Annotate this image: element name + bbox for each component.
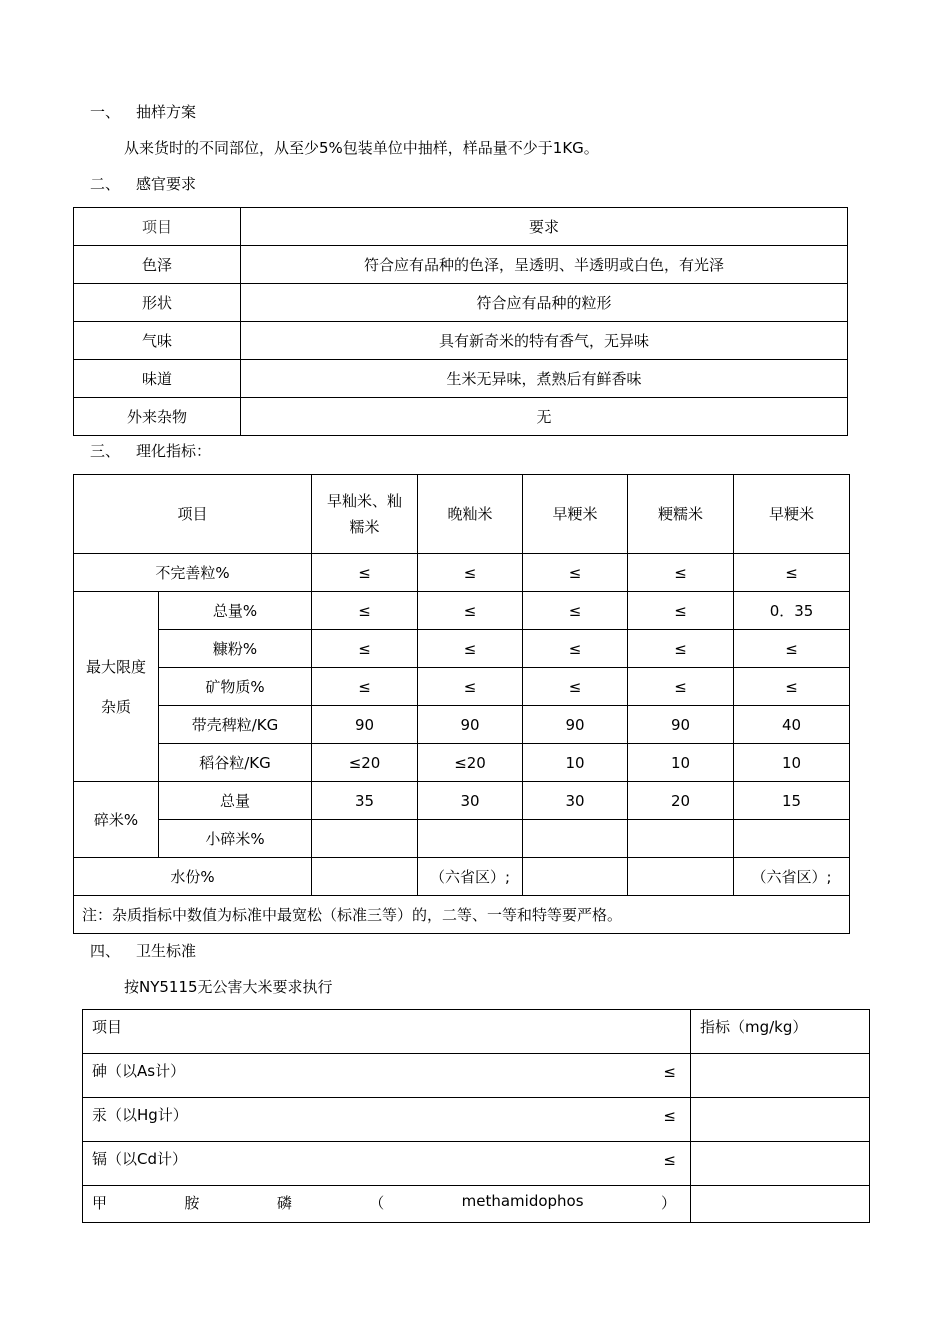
- spread-text: [92, 1192, 690, 1213]
- table-row: [74, 322, 848, 360]
- table-row: [74, 896, 850, 934]
- value-cell: ≤: [523, 630, 628, 668]
- item-label: 镉（以Cd计）: [92, 1150, 187, 1168]
- text-part: （: [369, 1194, 385, 1212]
- section-4-heading: [90, 939, 196, 963]
- row-label: 水份%: [74, 858, 312, 896]
- text-part: 甲: [92, 1194, 108, 1212]
- value-cell: [523, 820, 628, 858]
- text-part: 磷: [276, 1194, 292, 1212]
- section-3-heading: [90, 439, 211, 463]
- item-cell: [83, 1098, 691, 1142]
- table-row: [74, 592, 850, 630]
- header-cell: 项目: [74, 475, 312, 554]
- item-cell: [83, 1054, 691, 1098]
- header-cell: 要求: [241, 208, 848, 246]
- group-line: 最大限度: [85, 657, 146, 676]
- value-cell: 10: [628, 744, 734, 782]
- value-cell: ≤: [418, 554, 523, 592]
- value-cell: 30: [418, 782, 523, 820]
- table-header-row: [83, 1010, 870, 1054]
- table-row: [83, 1186, 870, 1223]
- item-label: 汞（以Hg计）: [92, 1106, 188, 1124]
- value-cell: ≤: [628, 668, 734, 706]
- item-cell: 色泽: [74, 246, 241, 284]
- item-cell: [83, 1142, 691, 1186]
- table-row: [74, 706, 850, 744]
- group-label: 碎米%: [74, 782, 159, 858]
- item-label: 砷（以As计）: [92, 1062, 186, 1080]
- text-part: 胺: [184, 1194, 200, 1212]
- value-cell: [418, 820, 523, 858]
- value-cell: 30: [523, 782, 628, 820]
- physicochemical-table: [73, 474, 850, 934]
- value-cell: ≤: [312, 592, 418, 630]
- hygiene-table: [82, 1009, 870, 1223]
- value-cell: ≤: [312, 554, 418, 592]
- value-cell: ≤: [523, 592, 628, 630]
- table-note: 注：杂质指标中数值为标准中最宽松（标准三等）的，二等、一等和特等要严格。: [74, 896, 850, 934]
- table-row: [74, 246, 848, 284]
- item-cell: [83, 1186, 691, 1223]
- le-symbol: ≤: [663, 1063, 676, 1081]
- value-cell: [691, 1142, 870, 1186]
- table-row: [74, 744, 850, 782]
- table-row: [74, 554, 850, 592]
- header-line: 早籼米、籼: [327, 492, 403, 510]
- row-label: 小碎米%: [159, 820, 312, 858]
- le-symbol: ≤: [663, 1151, 676, 1169]
- value-cell: 90: [523, 706, 628, 744]
- value-cell: ≤: [418, 630, 523, 668]
- table-row: [74, 360, 848, 398]
- value-cell: 10: [523, 744, 628, 782]
- value-cell: ≤: [523, 554, 628, 592]
- value-cell: ≤: [734, 554, 850, 592]
- value-cell: （六省区）;: [418, 858, 523, 896]
- value-cell: ≤: [734, 668, 850, 706]
- header-cell: 指标（mg/kg）: [691, 1010, 870, 1054]
- table-header-row: [74, 475, 850, 554]
- table-header-row: [74, 208, 848, 246]
- value-cell: 90: [312, 706, 418, 744]
- header-cell: 晚籼米: [418, 475, 523, 554]
- section-title: 抽样方案: [136, 103, 197, 121]
- value-cell: ≤: [523, 668, 628, 706]
- value-cell: 0．35: [734, 592, 850, 630]
- requirement-cell: 具有新奇米的特有香气，无异味: [241, 322, 848, 360]
- text-part: methamidophos: [461, 1192, 584, 1210]
- header-cell: [312, 475, 418, 554]
- value-cell: 20: [628, 782, 734, 820]
- row-label: 总量%: [159, 592, 312, 630]
- table-row: [74, 782, 850, 820]
- row-label: 糠粉%: [159, 630, 312, 668]
- value-cell: 90: [418, 706, 523, 744]
- group-line: 杂质: [100, 697, 131, 716]
- table-row: [74, 668, 850, 706]
- header-cell: 早粳米: [523, 475, 628, 554]
- table-row: [83, 1098, 870, 1142]
- section-title: 感官要求: [136, 175, 197, 193]
- group-label: [74, 592, 159, 782]
- table-row: [74, 858, 850, 896]
- table-row: [83, 1142, 870, 1186]
- requirement-cell: 符合应有品种的粒形: [241, 284, 848, 322]
- value-cell: （六省区）;: [734, 858, 850, 896]
- header-cell: 项目: [74, 208, 241, 246]
- value-cell: ≤: [734, 630, 850, 668]
- requirement-cell: 符合应有品种的色泽，呈透明、半透明或白色，有光泽: [241, 246, 848, 284]
- section-title: 理化指标：: [136, 442, 212, 460]
- value-cell: [691, 1186, 870, 1223]
- value-cell: [523, 858, 628, 896]
- text-part: ）: [660, 1194, 676, 1212]
- header-line: 糯米: [349, 518, 380, 536]
- section-1-heading: [90, 100, 196, 124]
- value-cell: [734, 820, 850, 858]
- item-cell: 形状: [74, 284, 241, 322]
- le-symbol: ≤: [663, 1107, 676, 1125]
- value-cell: 90: [628, 706, 734, 744]
- sensory-table: [73, 207, 848, 436]
- table-row: [83, 1054, 870, 1098]
- value-cell: [691, 1098, 870, 1142]
- sampling-text: 从来货时的不同部位，从至少5%包装单位中抽样，样品量不少于1KG。: [124, 139, 599, 157]
- row-label: 矿物质%: [159, 668, 312, 706]
- row-label: 不完善粒%: [74, 554, 312, 592]
- requirement-cell: 生米无异味，煮熟后有鲜香味: [241, 360, 848, 398]
- item-cell: 味道: [74, 360, 241, 398]
- value-cell: 35: [312, 782, 418, 820]
- section-number: 二、: [90, 175, 121, 193]
- value-cell: [628, 858, 734, 896]
- item-cell: 外来杂物: [74, 398, 241, 436]
- value-cell: ≤20: [312, 744, 418, 782]
- value-cell: ≤: [628, 630, 734, 668]
- item-cell: 气味: [74, 322, 241, 360]
- header-cell: 粳糯米: [628, 475, 734, 554]
- value-cell: 10: [734, 744, 850, 782]
- value-cell: ≤: [312, 668, 418, 706]
- row-label: 总量: [159, 782, 312, 820]
- requirement-cell: 无: [241, 398, 848, 436]
- value-cell: 15: [734, 782, 850, 820]
- value-cell: ≤20: [418, 744, 523, 782]
- row-label: 带壳稗粒/KG: [159, 706, 312, 744]
- value-cell: 40: [734, 706, 850, 744]
- table-row: [74, 398, 848, 436]
- section-title: 卫生标准: [136, 942, 197, 960]
- value-cell: [691, 1054, 870, 1098]
- header-cell: 早粳米: [734, 475, 850, 554]
- section-number: 一、: [90, 103, 121, 121]
- hygiene-text: 按NY5115无公害大米要求执行: [124, 978, 333, 996]
- value-cell: ≤: [628, 554, 734, 592]
- table-row: [74, 284, 848, 322]
- table-row: [74, 630, 850, 668]
- table-row: [74, 820, 850, 858]
- value-cell: ≤: [418, 592, 523, 630]
- value-cell: [312, 858, 418, 896]
- value-cell: ≤: [628, 592, 734, 630]
- value-cell: ≤: [312, 630, 418, 668]
- value-cell: [628, 820, 734, 858]
- section-2-heading: [90, 172, 196, 196]
- header-cell: 项目: [83, 1010, 691, 1054]
- value-cell: [312, 820, 418, 858]
- row-label: 稻谷粒/KG: [159, 744, 312, 782]
- section-number: 四、: [90, 942, 121, 960]
- section-number: 三、: [90, 442, 121, 460]
- value-cell: ≤: [418, 668, 523, 706]
